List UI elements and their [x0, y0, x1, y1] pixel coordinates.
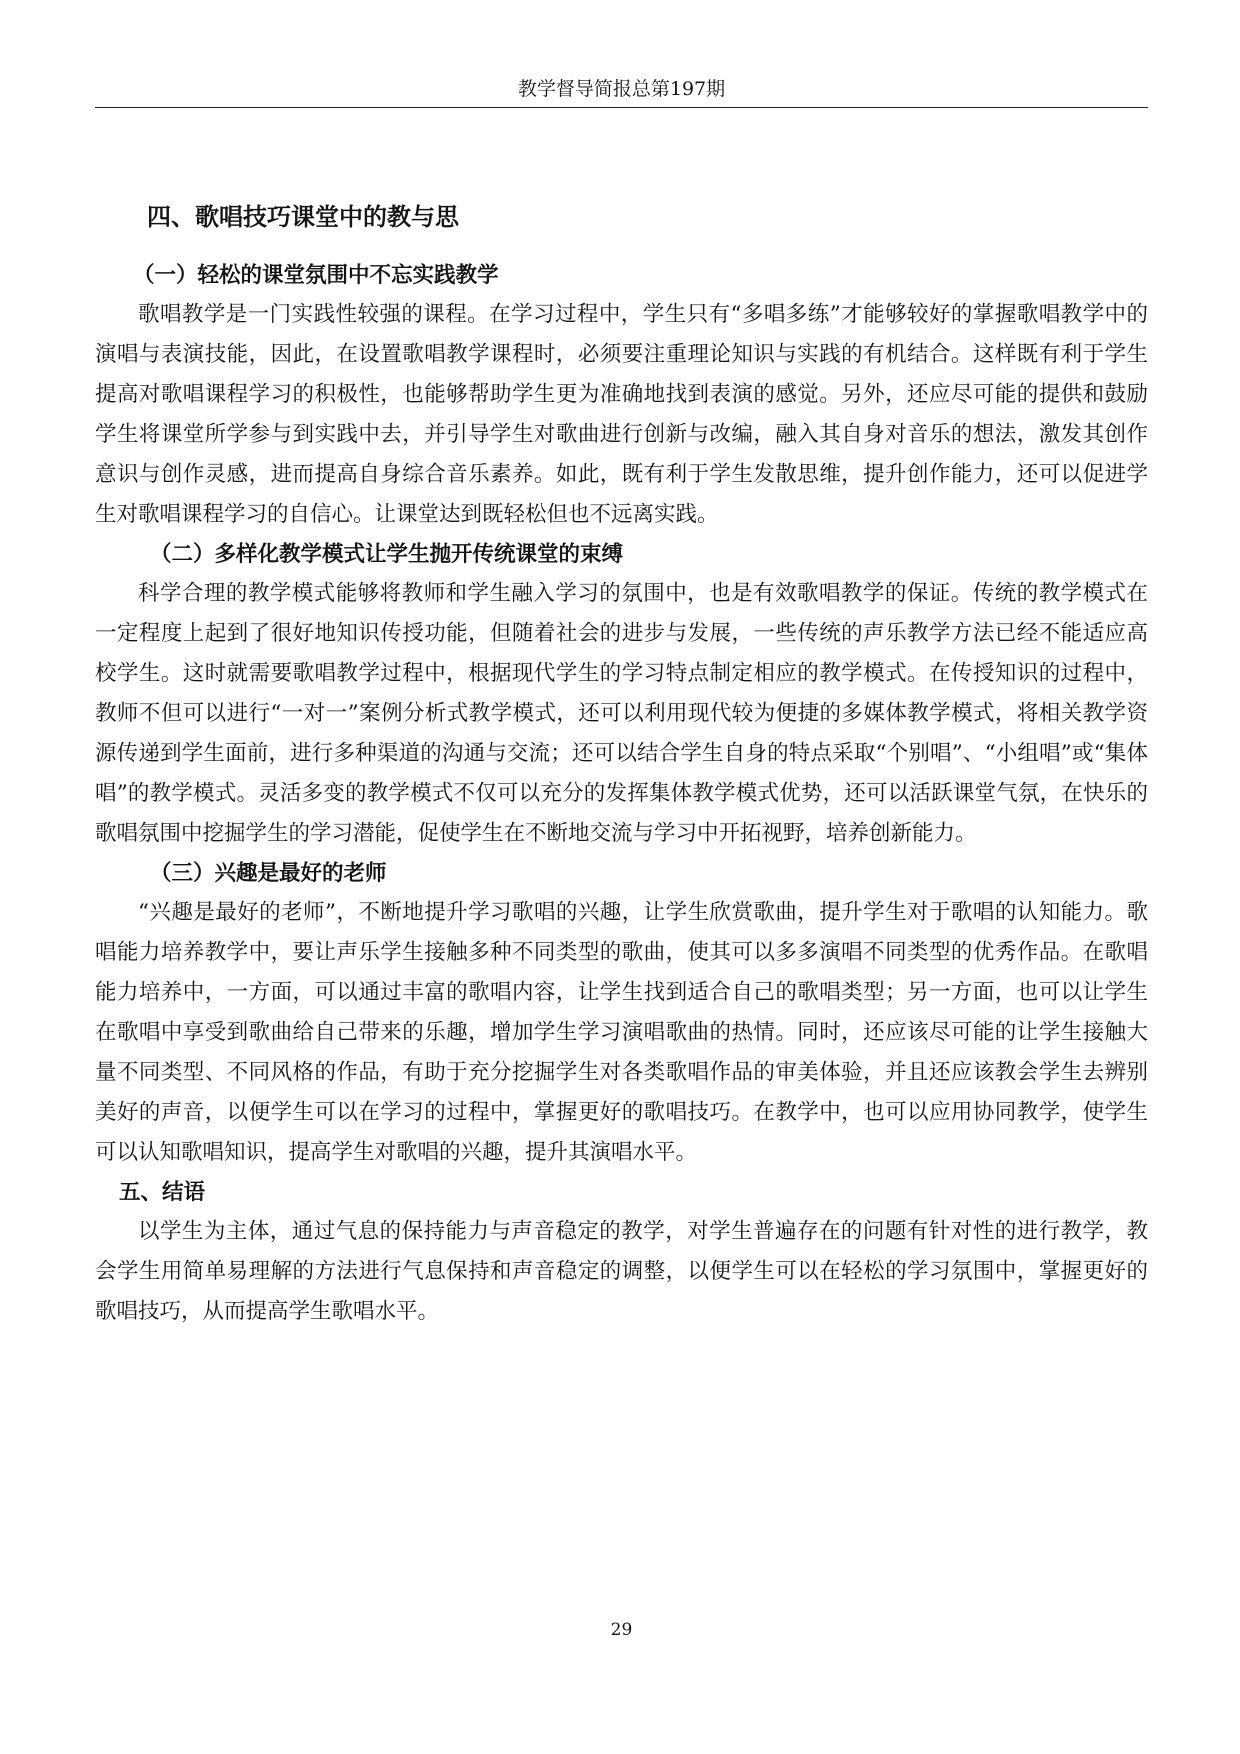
- subsection-heading-1: （一）轻松的课堂氛围中不忘实践教学: [133, 263, 499, 288]
- paragraph-1: 歌唱教学是一门实践性较强的课程。在学习过程中，学生只有“多唱多练”才能够较好的掌握歌唱教学中的演唱与表演技能，因此，在设置歌唱教学课程时，必须要注重理论知识与实践的有机结合。这样既有利于学生提高对歌唱课程学习的积极性，也能够帮助学生更为准确地找到表演的感觉。另外，还应尽可能的提供和鼓励学生将课堂所学参与到实践中去，并引导学生对歌曲进行创新与改编，融入其自身对音乐的想法，激发其创作意识与创作灵感，进而提高自身综合音乐素养。如此，既有利于学生发散思维，提升创作能力，还可以促进学生对歌唱课程学习的自信心。让课堂达到既轻松但也不远离实践。: [95, 302, 1148, 527]
- document-body: [95, 198, 1148, 1332]
- subsection-heading-3: （三）兴趣是最好的老师: [150, 861, 387, 886]
- section-heading-5: 五、结语: [119, 1180, 206, 1205]
- header-divider: [95, 107, 1148, 108]
- subsection-heading-2: （二）多样化教学模式让学生抛开传统课堂的束缚: [150, 542, 624, 567]
- paragraph-3: “兴趣是最好的老师”，不断地提升学习歌唱的兴趣，让学生欣赏歌曲，提升学生对于歌唱的认知能力。歌唱能力培养教学中，要让声乐学生接触多种不同类型的歌曲，使其可以多多演唱不同类型的优秀作品。在歌唱能力培养中，一方面，可以通过丰富的歌唱内容，让学生找到适合自己的歌唱类型；另一方面，也可以让学生在歌唱中享受到歌曲给自己带来的乐趣，增加学生学习演唱歌曲的热情。同时，还应该尽可能的让学生接触大量不同类型、不同风格的作品，有助于充分挖掘学生对各类歌唱作品的审美体验，并且还应该教会学生去辨别美好的声音，以便学生可以在学习的过程中，掌握更好的歌唱技巧。在教学中，也可以应用协同教学，使学生可以认知歌唱知识，提高学生对歌唱的兴趣，提升其演唱水平。: [95, 900, 1148, 1165]
- page-number: 29: [610, 1620, 633, 1640]
- paragraph-conclusion: 以学生为主体，通过气息的保持能力与声音稳定的教学，对学生普遍存在的问题有针对性的进行教学，教会学生用简单易理解的方法进行气息保持和声音稳定的调整，以便学生可以在轻松的学习氛围中，掌握更好的歌唱技巧，从而提高学生歌唱水平。: [95, 1219, 1148, 1324]
- page-header: 教学督导简报总第197期: [517, 78, 726, 100]
- section-heading-4: 四、歌唱技巧课堂中的教与思: [147, 203, 459, 231]
- paragraph-2: 科学合理的教学模式能够将教师和学生融入学习的氛围中，也是有效歌唱教学的保证。传统的教学模式在一定程度上起到了很好地知识传授功能，但随着社会的进步与发展，一些传统的声乐教学方法已经不能适应高校学生。这时就需要歌唱教学过程中，根据现代学生的学习特点制定相应的教学模式。在传授知识的过程中，教师不但可以进行“一对一”案例分析式教学模式，还可以利用现代较为便捷的多媒体教学模式，将相关教学资源传递到学生面前，进行多种渠道的沟通与交流；还可以结合学生自身的特点采取“个别唱”、“小组唱”或“集体唱”的教学模式。灵活多变的教学模式不仅可以充分的发挥集体教学模式优势，还可以活跃课堂气氛，在快乐的歌唱氛围中挖掘学生的学习潜能，促使学生在不断地交流与学习中开拓视野，培养创新能力。: [95, 581, 1148, 846]
